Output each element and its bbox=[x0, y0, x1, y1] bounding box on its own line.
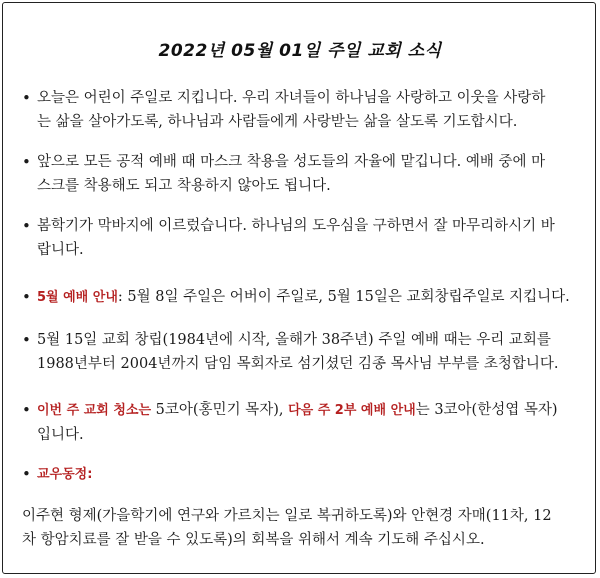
news-item-may-worship bbox=[22, 285, 582, 310]
bulletin-title: 2022년 05월 01일 주일 교회 소식 bbox=[158, 41, 442, 61]
bullet-icon bbox=[22, 86, 36, 111]
bullet-icon bbox=[22, 214, 36, 239]
news-text: 5코아(홍민기 목자), bbox=[151, 402, 289, 418]
news-item-member-news bbox=[22, 462, 582, 487]
news-text-line: 랍니다. bbox=[37, 242, 84, 258]
news-text: 는 3코아(한성엽 목자) bbox=[415, 402, 558, 418]
bullet-icon bbox=[22, 285, 36, 310]
news-item-mask-policy bbox=[22, 150, 582, 198]
prayer-request bbox=[22, 504, 582, 552]
section-label: 이번 주 교회 청소는 bbox=[37, 403, 152, 418]
news-text-line: 는 삶을 살아가도록, 하나님과 사람들에게 사랑받는 삶을 살도록 기도합시다. bbox=[37, 114, 518, 130]
news-text-line: 오늘은 어린이 주일로 지킵니다. 우리 자녀들이 하나님을 사랑하고 이웃을 사랑하 bbox=[37, 90, 546, 106]
news-item-children-sunday bbox=[22, 86, 582, 134]
news-item-cleaning-duty bbox=[22, 398, 582, 447]
news-item-spring-semester bbox=[22, 214, 582, 262]
bullet-icon bbox=[22, 462, 36, 487]
bullet-icon bbox=[22, 328, 36, 353]
news-text-line: 봄학기가 막바지에 이르렀습니다. 하나님의 도우심을 구하면서 잘 마무리하시기 바 bbox=[37, 218, 555, 234]
news-text-line: 스크를 착용해도 되고 착용하지 않아도 됩니다. bbox=[37, 178, 331, 194]
news-text-line: 입니다. bbox=[37, 427, 84, 443]
section-label: 교우동정: bbox=[37, 467, 93, 482]
bullet-icon bbox=[22, 398, 36, 423]
news-text-line: 5월 15일 교회 창립(1984년에 시작, 올해가 38주년) 주일 예배 때는 우리 교회를 bbox=[37, 332, 551, 348]
news-item-church-anniversary bbox=[22, 328, 582, 376]
news-text-line: 차 항암치료를 잘 받을 수 있도록)의 회복을 위해서 계속 기도해 주십시오. bbox=[22, 532, 485, 548]
news-text-line: 1988년부터 2004년까지 담임 목회자로 섬기셨던 김종 목사님 부부를 초청합니다. bbox=[37, 356, 559, 372]
section-label: 다음 주 2부 예배 안내 bbox=[288, 403, 416, 418]
section-label: 5월 예배 안내 bbox=[37, 290, 118, 305]
news-text-line: 앞으로 모든 공적 예배 때 마스크 착용을 성도들의 자율에 맡깁니다. 예배 중에 마 bbox=[37, 154, 546, 170]
news-text-line: 이주현 형제(가을학기에 연구와 가르치는 일로 복귀하도록)와 안현경 자매(11차, 12 bbox=[22, 508, 552, 524]
bullet-icon bbox=[22, 150, 36, 175]
news-text: : 5월 8일 주일은 어버이 주일로, 5월 15일은 교회창립주일로 지킵니다. bbox=[117, 289, 570, 305]
